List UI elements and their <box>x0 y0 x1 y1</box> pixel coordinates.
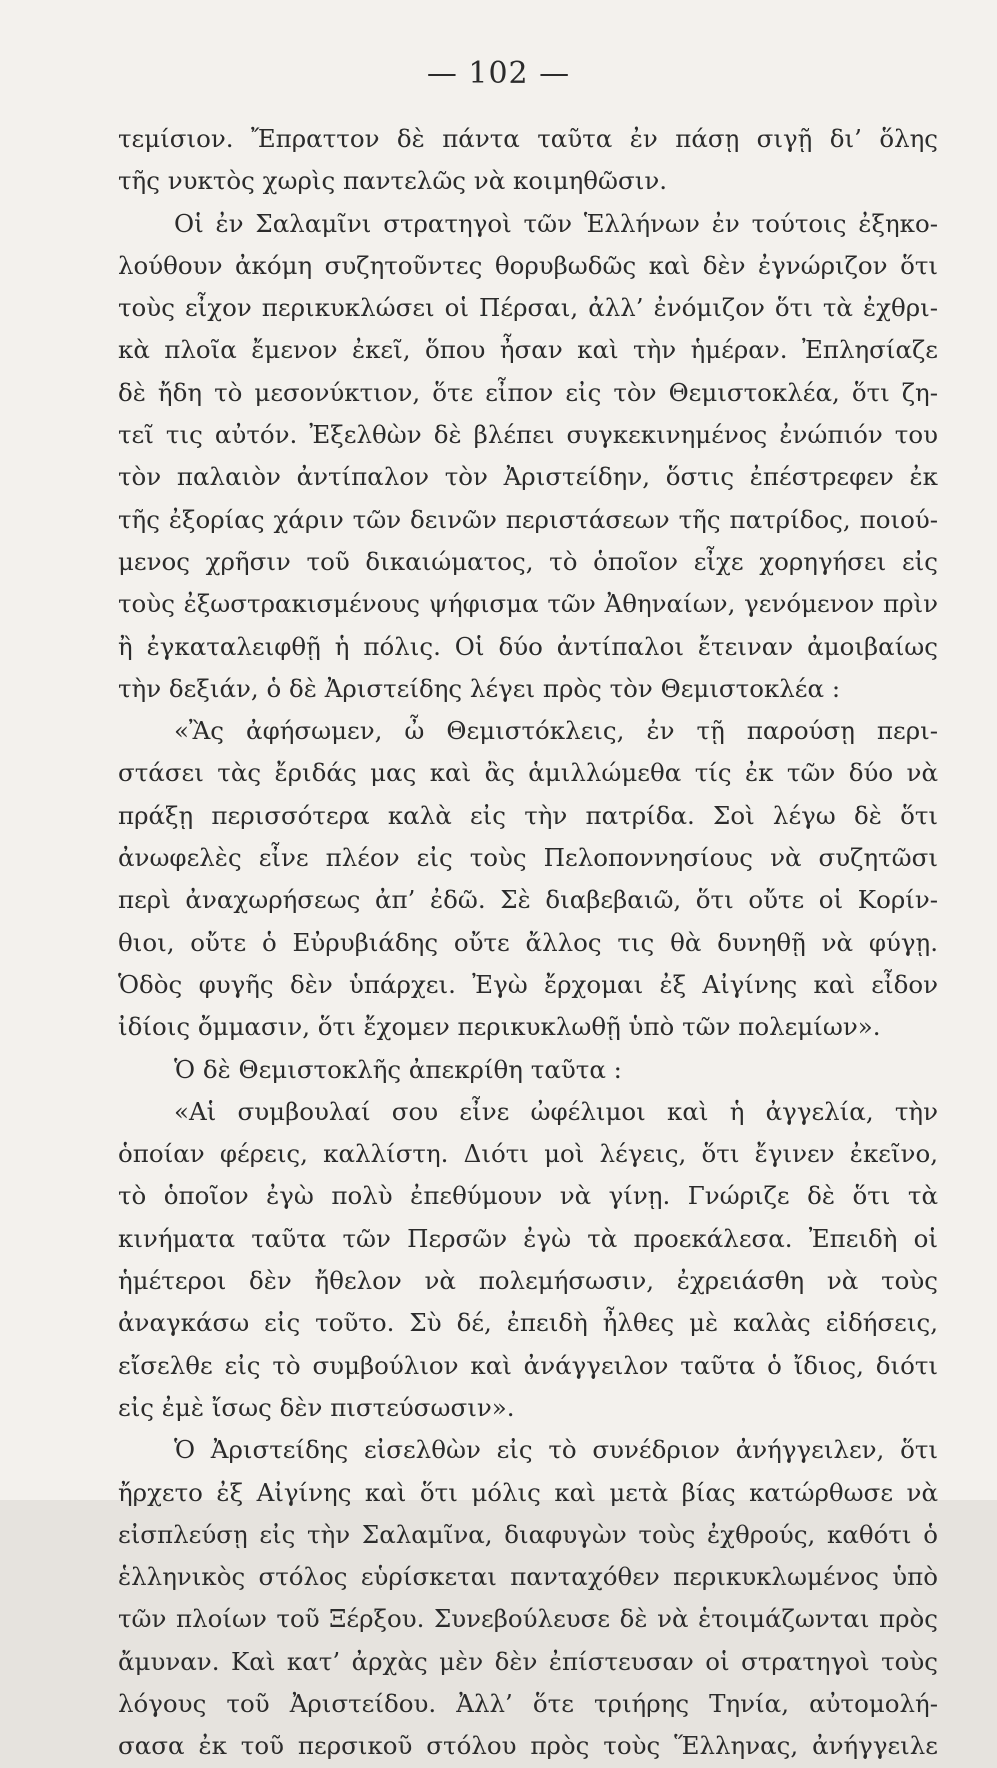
text-line: ὁποίαν φέρεις, καλλίστη. Διότι μοὶ λέγεις, ὅτι ἔγινεν ἐκεῖνο, <box>118 1139 938 1169</box>
text-line: δὲ ἤδη τὸ μεσονύκτιον, ὅτε εἶπον εἰς τὸν Θεμιστοκλέα, ὅτι ζη- <box>118 377 938 407</box>
text-line: λούθουν ἀκόμη συζητοῦντες θορυβωδῶς καὶ δὲν ἐγνώριζον ὅτι <box>118 250 938 280</box>
text-line: τὸ ὁποῖον ἐγὼ πολὺ ἐπεθύμουν νὰ γίνῃ. Γνώριζε δὲ ὅτι τὰ <box>118 1181 938 1211</box>
text-line: πράξῃ περισσότερα καλὰ εἰς τὴν πατρίδα. Σοὶ λέγω δὲ ὅτι <box>118 800 938 830</box>
text-line: «Αἱ συμβουλαί σου εἶνε ὠφέλιμοι καὶ ἡ ἀγγελία, τὴν <box>174 1096 938 1126</box>
text-line: τοὺς εἶχον περικυκλώσει οἱ Πέρσαι, ἀλλ’ ἐνόμιζον ὅτι τὰ ἐχθρι- <box>118 293 938 323</box>
text-line: ἰδίοις ὄμμασιν, ὅτι ἔχομεν περικυκλωθῇ ὑπὸ τῶν πολεμίων». <box>118 1012 881 1042</box>
text-line: ἑλληνικὸς στόλος εὑρίσκεται πανταχόθεν περικυκλωμένος ὑπὸ <box>118 1562 938 1592</box>
page-number: — 102 — <box>426 56 571 91</box>
text-line: τὸν παλαιὸν ἀντίπαλον τὸν Ἀριστείδην, ὅστις ἐπέστρεφεν ἐκ <box>118 462 938 492</box>
text-line: μενος χρῆσιν τοῦ δικαιώματος, τὸ ὁποῖον εἶχε χορηγήσει εἰς <box>118 546 938 576</box>
text-line: ἀνωφελὲς εἶνε πλέον εἰς τοὺς Πελοποννησίους νὰ συζητῶσι <box>118 843 938 873</box>
text-line: λόγους τοῦ Ἀριστείδου. Ἀλλ’ ὅτε τριήρης Τηνία, αὐτομολή- <box>118 1688 938 1718</box>
text-line: τὴν δεξιάν, ὁ δὲ Ἀριστείδης λέγει πρὸς τὸν Θεμιστοκλέα : <box>118 673 841 703</box>
body-text <box>118 118 938 1768</box>
text-line: Ὁδὸς φυγῆς δὲν ὑπάρχει. Ἐγὼ ἔρχομαι ἐξ Αἰγίνης καὶ εἶδον <box>118 969 938 999</box>
text-line: ἡμέτεροι δὲν ἤθελον νὰ πολεμήσωσιν, ἐχρειάσθη νὰ τοὺς <box>118 1266 938 1296</box>
text-line: θιοι, οὔτε ὁ Εὐρυβιάδης οὔτε ἄλλος τις θὰ δυνηθῇ νὰ φύγῃ. <box>118 927 938 957</box>
text-line: εἰσπλεύσῃ εἰς τὴν Σαλαμῖνα, διαφυγὼν τοὺς ἐχθρούς, καθότι ὁ <box>118 1519 938 1549</box>
text-line: Ὁ Ἀριστείδης εἰσελθὼν εἰς τὸ συνέδριον ἀνήγγειλεν, ὅτι <box>174 1435 938 1465</box>
text-line: τεῖ τις αὐτόν. Ἐξελθὼν δὲ βλέπει συγκεκινημένος ἐνώπιόν του <box>118 420 938 450</box>
text-line: ἢ ἐγκαταλειφθῇ ἡ πόλις. Οἱ δύο ἀντίπαλοι ἔτειναν ἀμοιβαίως <box>118 631 938 661</box>
text-line: τεμίσιον. Ἔπραττον δὲ πάντα ταῦτα ἐν πάσῃ σιγῇ δι’ ὅλης <box>118 124 938 153</box>
text-line: περὶ ἀναχωρήσεως ἀπ’ ἐδῶ. Σὲ διαβεβαιῶ, ὅτι οὔτε οἱ Κορίν- <box>118 885 938 915</box>
text-line: εἴσελθε εἰς τὸ συμβούλιον καὶ ἀνάγγειλον ταῦτα ὁ ἴδιος, διότι <box>118 1350 938 1380</box>
text-line: τῆς ἐξορίας χάριν τῶν δεινῶν περιστάσεων τῆς πατρίδος, ποιού- <box>118 504 938 534</box>
text-line: ἀναγκάσω εἰς τοῦτο. Σὺ δέ, ἐπειδὴ ἦλθες μὲ καλὰς εἰδήσεις, <box>118 1308 938 1338</box>
text-line: σασα ἐκ τοῦ περσικοῦ στόλου πρὸς τοὺς Ἕλληνας, ἀνήγγειλε <box>118 1731 938 1761</box>
text-line: τῆς νυκτὸς χωρὶς παντελῶς νὰ κοιμηθῶσιν. <box>118 166 668 196</box>
text-line: τῶν πλοίων τοῦ Ξέρξου. Συνεβούλευσε δὲ νὰ ἑτοιμάζωνται πρὸς <box>118 1604 938 1634</box>
text-line: ἄμυναν. Καὶ κατ’ ἀρχὰς μὲν δὲν ἐπίστευσαν οἱ στρατηγοὶ τοὺς <box>118 1646 938 1676</box>
text-line: στάσει τὰς ἔριδάς μας καὶ ἂς ἁμιλλώμεθα τίς ἐκ τῶν δύο νὰ <box>118 758 938 788</box>
text-line: κὰ πλοῖα ἔμενον ἐκεῖ, ὅπου ἦσαν καὶ τὴν ἡμέραν. Ἐπλησίαζε <box>118 335 938 365</box>
text-line: κινήματα ταῦτα τῶν Περσῶν ἐγὼ τὰ προεκάλεσα. Ἐπειδὴ οἱ <box>118 1223 938 1253</box>
text-line: Οἱ ἐν Σαλαμῖνι στρατηγοὶ τῶν Ἑλλήνων ἐν τούτοις ἐξηκο- <box>174 208 938 238</box>
text-line: ἤρχετο ἐξ Αἰγίνης καὶ ὅτι μόλις καὶ μετὰ βίας κατώρθωσε νὰ <box>118 1477 938 1507</box>
text-line: τοὺς ἐξωστρακισμένους ψήφισμα τῶν Ἀθηναίων, γενόμενον πρὶν <box>118 589 938 619</box>
text-line: εἰς ἐμὲ ἴσως δὲν πιστεύσωσιν». <box>118 1392 515 1422</box>
text-line: «Ἂς ἀφήσωμεν, ὦ Θεμιστόκλεις, ἐν τῇ παρούσῃ περι- <box>174 716 938 746</box>
text-line: Ὁ δὲ Θεμιστοκλῆς ἀπεκρίθη ταῦτα : <box>174 1054 622 1084</box>
